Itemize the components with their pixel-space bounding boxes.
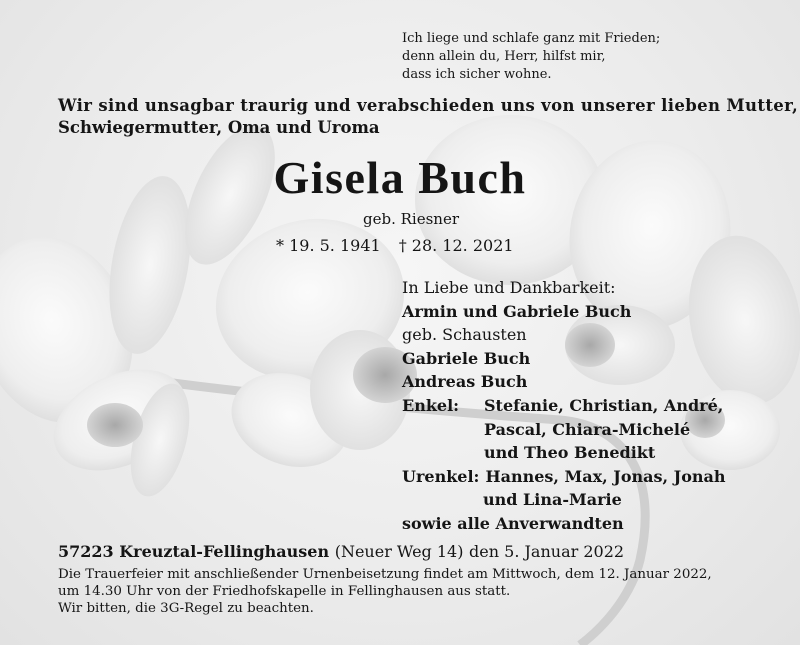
psalm-line: Ich liege und schlafe ganz mit Frieden; (402, 31, 661, 46)
grandchildren-row (402, 418, 726, 442)
mourner-name: Andreas Buch (402, 372, 528, 392)
grandchildren-names: und Theo Benedikt (484, 443, 656, 463)
death-date: † 28. 12. 2021 (398, 236, 514, 255)
mourner-name: Gabriele Buch (402, 348, 531, 368)
great-grandchildren-row (402, 465, 726, 489)
psalm-line: dass ich sicher wohne. (402, 67, 552, 82)
postcode-city: 57223 Kreuztal-Fellinghausen (58, 542, 330, 561)
address-line (58, 541, 624, 563)
grandchildren-row (402, 394, 726, 418)
deceased-name: Gisela Buch (273, 152, 527, 203)
street: (Neuer Weg 14) (334, 542, 464, 561)
great-grandchildren-names: Hannes, Max, Jonas, Jonah (485, 466, 726, 486)
service-info-line: Die Trauerfeier mit anschließender Urnenbeisetzung findet am Mittwoch, dem 12. Januar 2022, (58, 567, 712, 582)
mourners-heading: In Liebe und Dankbarkeit: (402, 278, 616, 297)
service-info-line: Wir bitten, die 3G-Regel zu beachten. (58, 601, 314, 616)
life-dates (276, 235, 514, 257)
service-info (58, 566, 712, 617)
grandchildren-row (402, 441, 726, 465)
grandchildren-names: Pascal, Chiara-Michelé (484, 419, 691, 439)
great-grandchildren-row (402, 488, 726, 512)
birth-name: geb. Riesner (363, 210, 459, 228)
notice-date: den 5. Januar 2022 (469, 542, 625, 561)
birth-date: * 19. 5. 1941 (276, 236, 381, 255)
grandchildren-label: Enkel: (402, 395, 460, 415)
mourners-closing: sowie alle Anverwandten (402, 513, 624, 533)
intro-line: Wir sind unsagbar traurig und verabschieden uns von unserer lieben Mutter, (58, 96, 799, 115)
service-info-line: um 14.30 Uhr von der Friedhofskapelle in Fellinghausen aus statt. (58, 584, 511, 599)
intro-line: Schwiegermutter, Oma und Uroma (58, 118, 380, 137)
grandchildren-names: Stefanie, Christian, André, (484, 395, 724, 415)
intro-text (58, 95, 798, 139)
mourners-list (402, 276, 726, 536)
mourner-name: Armin und Gabriele Buch (402, 301, 632, 321)
great-grandchildren-names: und Lina-Marie (483, 490, 622, 510)
mourner-name: geb. Schausten (402, 325, 527, 345)
great-grandchildren-label: Urenkel: (402, 466, 480, 486)
psalm-line: denn allein du, Herr, hilfst mir, (402, 49, 606, 64)
psalm-verse (402, 30, 660, 84)
